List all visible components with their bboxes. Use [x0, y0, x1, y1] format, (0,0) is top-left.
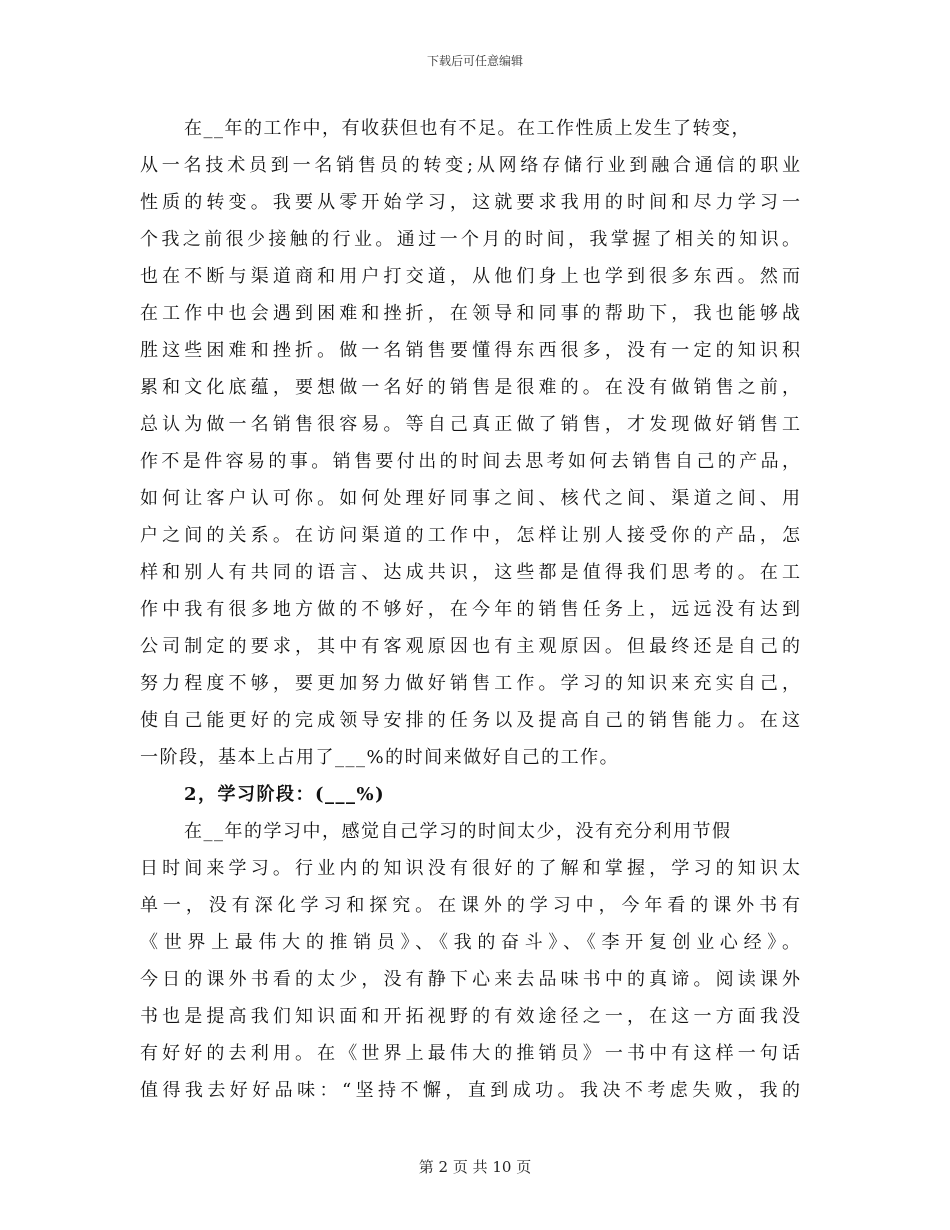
paragraph-line: 在__年的学习中，感觉自己学习的时间太少，没有充分利用节假 — [184, 821, 732, 842]
page-header-note: 下载后可任意编辑 — [426, 54, 523, 68]
paragraph-line: 也在不断与渠道商和用户打交道，从他们身上也学到很多东西。然而 — [140, 266, 800, 287]
paragraph-line: 公司制定的要求，其中有客观原因也有主观原因。但最终还是自己的 — [140, 636, 800, 657]
paragraph-line: 如何让客户认可你。如何处理好同事之间、核代之间、渠道之间、用 — [140, 488, 800, 509]
section-heading: 2，学习阶段：(___%) — [184, 784, 386, 805]
paragraph-line: 从一名技术员到一名销售员的转变;从网络存储行业到融合通信的职业 — [140, 155, 800, 176]
paragraph-line: 样和别人有共同的语言、达成共识，这些都是值得我们思考的。在工 — [140, 562, 800, 583]
paragraph-line: 有好好的去利用。在《世界上最伟大的推销员》一书中有这样一句话 — [140, 1043, 800, 1064]
paragraph-line: 作中我有很多地方做的不够好，在今年的销售任务上，远远没有达到 — [140, 599, 800, 620]
paragraph-line: 《世界上最伟大的推销员》、《我的奋斗》、《李开复创业心经》。 — [140, 932, 800, 953]
paragraph-line: 总认为做一名销售很容易。等自己真正做了销售，才发现做好销售工 — [140, 414, 800, 435]
paragraph-line: 今日的课外书看的太少，没有静下心来去品味书中的真谛。阅读课外 — [140, 969, 800, 990]
paragraph-line: 值得我去好好品味：“坚持不懈，直到成功。我决不考虑失败，我的 — [140, 1080, 800, 1101]
document-body — [140, 110, 800, 1109]
paragraph-line: 单一，没有深化学习和探究。在课外的学习中，今年看的课外书有 — [140, 895, 800, 916]
paragraph-line: 使自己能更好的完成领导安排的任务以及提高自己的销售能力。在这 — [140, 710, 800, 731]
page-number: 第 2 页 共 10 页 — [418, 1158, 532, 1176]
paragraph-line: 日时间来学习。行业内的知识没有很好的了解和掌握，学习的知识太 — [140, 858, 800, 879]
paragraph-line: 户之间的关系。在访问渠道的工作中，怎样让别人接受你的产品，怎 — [140, 525, 800, 546]
paragraph-line: 累和文化底蕴，要想做一名好的销售是很难的。在没有做销售之前， — [140, 377, 800, 398]
paragraph-line: 一阶段，基本上占用了___%的时间来做好自己的工作。 — [140, 747, 620, 768]
paragraph-line: 书也是提高我们知识面和开拓视野的有效途径之一，在这一方面我没 — [140, 1006, 800, 1027]
paragraph-line: 在工作中也会遇到困难和挫折，在领导和同事的帮助下，我也能够战 — [140, 303, 800, 324]
paragraph-line: 在__年的工作中，有收获但也有不足。在工作性质上发生了转变， — [184, 118, 751, 139]
paragraph-line: 作不是件容易的事。销售要付出的时间去思考如何去销售自己的产品， — [140, 451, 800, 472]
paragraph-line: 个我之前很少接触的行业。通过一个月的时间，我掌握了相关的知识。 — [140, 229, 800, 250]
paragraph-line: 性质的转变。我要从零开始学习，这就要求我用的时间和尽力学习一 — [140, 192, 800, 213]
paragraph-line: 努力程度不够，要更加努力做好销售工作。学习的知识来充实自己， — [140, 673, 800, 694]
paragraph-line: 胜这些困难和挫折。做一名销售要懂得东西很多，没有一定的知识积 — [140, 340, 800, 361]
